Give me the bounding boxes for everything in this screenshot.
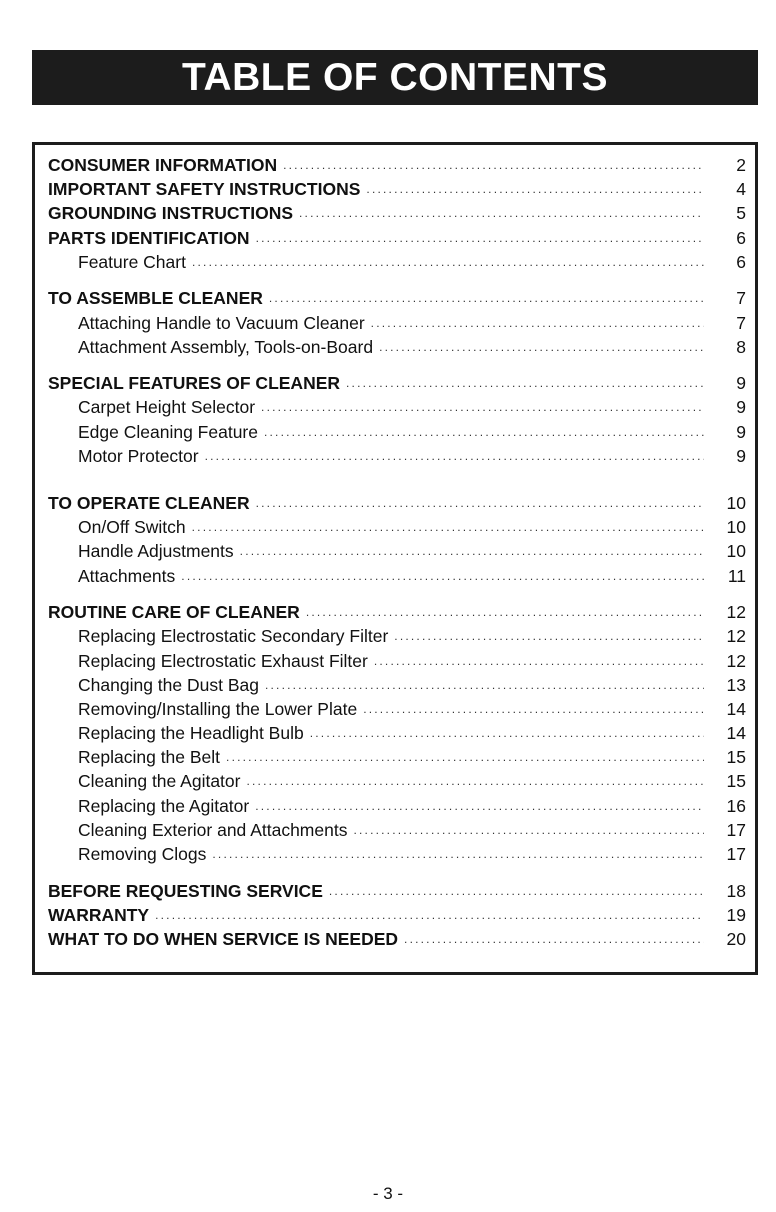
toc-entry-page: 12 xyxy=(726,626,746,647)
toc-leader-dots xyxy=(265,673,704,697)
toc-entry-label: Carpet Height Selector xyxy=(78,397,256,418)
toc-entry-label: TO OPERATE CLEANER xyxy=(48,493,250,514)
toc-entry-page: 12 xyxy=(726,650,746,671)
toc-entry-label: On/Off Switch xyxy=(78,517,186,538)
toc-leader-dots xyxy=(353,818,704,842)
toc-entry-page: 9 xyxy=(736,397,746,418)
toc-leader-dots xyxy=(283,153,704,177)
toc-entry-important-safety-instructions xyxy=(48,177,748,201)
toc-entry-label: ROUTINE CARE OF CLEANER xyxy=(48,602,300,623)
toc-entry-page: 15 xyxy=(726,771,746,792)
toc-entry-on-off-switch xyxy=(48,515,748,539)
toc-entry-page: 6 xyxy=(736,251,746,272)
toc-entry-page: 15 xyxy=(726,747,746,768)
toc-entry-label: Attachments xyxy=(78,565,176,586)
page-title: TABLE OF CONTENTS xyxy=(182,56,608,99)
toc-entry-grounding-instructions xyxy=(48,201,748,225)
toc-leader-dots xyxy=(394,624,704,648)
toc-entry-label: Removing/Installing the Lower Plate xyxy=(78,698,358,719)
toc-leader-dots xyxy=(212,842,704,866)
toc-entry-page: 9 xyxy=(736,421,746,442)
toc-entry-before-requesting-service xyxy=(48,879,748,903)
toc-entry-label: Cleaning the Agitator xyxy=(78,771,241,792)
toc-entry-special-features xyxy=(48,371,748,395)
toc-entry-attaching-handle xyxy=(48,311,748,335)
toc-entry-cleaning-agitator xyxy=(48,769,748,793)
toc-leader-dots xyxy=(269,286,704,310)
toc-entry-changing-dust-bag xyxy=(48,673,748,697)
toc-leader-dots xyxy=(379,335,704,359)
toc-entry-replacing-agitator xyxy=(48,794,748,818)
toc-entry-page: 4 xyxy=(736,179,746,200)
toc-entry-page: 16 xyxy=(726,795,746,816)
toc-entry-removing-clogs xyxy=(48,842,748,866)
toc-entry-label: CONSUMER INFORMATION xyxy=(48,155,278,175)
toc-leader-dots xyxy=(371,311,704,335)
toc-entry-headlight-bulb xyxy=(48,721,748,745)
toc-leader-dots xyxy=(261,395,704,419)
toc-entry-label: Removing Clogs xyxy=(78,844,207,865)
toc-entry-page: 12 xyxy=(726,602,746,623)
toc-entry-page: 9 xyxy=(736,445,746,466)
toc-leader-dots xyxy=(329,879,704,903)
toc-entry-edge-cleaning-feature xyxy=(48,420,748,444)
toc-entry-label: PARTS IDENTIFICATION xyxy=(48,227,250,248)
toc-entry-label: WARRANTY xyxy=(48,904,150,925)
toc-entry-label: Replacing the Belt xyxy=(78,747,221,768)
toc-entry-page: 6 xyxy=(736,227,746,248)
toc-leader-dots xyxy=(346,371,704,395)
toc-entry-carpet-height-selector xyxy=(48,395,748,419)
toc-leader-dots xyxy=(404,927,704,951)
toc-entry-parts-identification xyxy=(48,226,748,250)
toc-list xyxy=(48,153,748,951)
toc-entry-label: Replacing the Agitator xyxy=(78,795,250,816)
toc-entry-label: Replacing the Headlight Bulb xyxy=(78,723,304,744)
toc-entry-page: 14 xyxy=(726,723,746,744)
toc-entry-feature-chart xyxy=(48,250,748,274)
toc-entry-label: WHAT TO DO WHEN SERVICE IS NEEDED xyxy=(48,929,399,949)
toc-entry-replacing-belt xyxy=(48,745,748,769)
toc-leader-dots xyxy=(240,539,704,563)
toc-entry-label: Handle Adjustments xyxy=(78,541,234,562)
toc-entry-page: 10 xyxy=(726,541,746,562)
toc-entry-label: Cleaning Exterior and Attachments xyxy=(78,819,348,840)
toc-entry-page: 2 xyxy=(736,155,746,175)
toc-entry-page: 13 xyxy=(726,674,746,695)
title-banner xyxy=(32,50,758,105)
toc-box xyxy=(32,142,758,975)
toc-leader-dots xyxy=(256,491,704,515)
toc-entry-page: 5 xyxy=(736,203,746,224)
toc-entry-replacing-exhaust-filter xyxy=(48,649,748,673)
toc-entry-label: Replacing Electrostatic Exhaust Filter xyxy=(78,650,368,671)
toc-entry-page: 17 xyxy=(726,844,746,865)
toc-entry-label: Feature Chart xyxy=(78,251,186,272)
toc-leader-dots xyxy=(363,697,704,721)
toc-entry-label: Motor Protector xyxy=(78,445,199,466)
toc-leader-dots xyxy=(306,600,704,624)
toc-entry-page: 19 xyxy=(726,904,746,925)
toc-entry-page: 10 xyxy=(726,517,746,538)
page-number: - 3 - xyxy=(372,1184,404,1203)
toc-leader-dots xyxy=(192,250,704,274)
toc-entry-service-needed xyxy=(48,927,748,951)
toc-entry-warranty xyxy=(48,903,748,927)
toc-entry-motor-protector xyxy=(48,444,748,468)
toc-entry-lower-plate xyxy=(48,697,748,721)
toc-leader-dots xyxy=(155,903,704,927)
toc-entry-label: Attachment Assembly, Tools-on-Board xyxy=(78,336,374,357)
toc-leader-dots xyxy=(256,226,704,250)
toc-entry-label: GROUNDING INSTRUCTIONS xyxy=(48,203,293,224)
toc-entry-attachments xyxy=(48,564,748,588)
toc-leader-dots xyxy=(299,201,704,225)
toc-leader-dots xyxy=(374,649,704,673)
toc-entry-page: 14 xyxy=(726,698,746,719)
toc-entry-page: 18 xyxy=(726,880,746,901)
toc-leader-dots xyxy=(366,177,704,201)
toc-entry-label: Replacing Electrostatic Secondary Filter xyxy=(78,626,389,647)
toc-entry-page: 7 xyxy=(736,312,746,333)
toc-entry-page: 17 xyxy=(726,819,746,840)
toc-entry-handle-adjustments xyxy=(48,539,748,563)
toc-entry-to-assemble-cleaner xyxy=(48,286,748,310)
toc-entry-label: Changing the Dust Bag xyxy=(78,674,259,695)
toc-entry-label: Edge Cleaning Feature xyxy=(78,421,258,442)
toc-entry-to-operate-cleaner xyxy=(48,491,748,515)
toc-entry-label: IMPORTANT SAFETY INSTRUCTIONS xyxy=(48,179,361,200)
toc-entry-page: 10 xyxy=(726,493,746,514)
toc-entry-page: 11 xyxy=(727,565,746,586)
toc-leader-dots xyxy=(246,769,704,793)
toc-entry-label: SPECIAL FEATURES OF CLEANER xyxy=(48,373,341,394)
toc-entry-label: Attaching Handle to Vacuum Cleaner xyxy=(78,312,365,333)
toc-entry-page: 7 xyxy=(736,288,746,309)
toc-entry-routine-care xyxy=(48,600,748,624)
toc-leader-dots xyxy=(205,444,704,468)
toc-entry-attachment-assembly xyxy=(48,335,748,359)
toc-leader-dots xyxy=(192,515,704,539)
toc-entry-page: 9 xyxy=(736,373,746,394)
toc-entry-page: 8 xyxy=(736,336,746,357)
toc-leader-dots xyxy=(226,745,704,769)
toc-leader-dots xyxy=(264,420,704,444)
toc-entry-consumer-information xyxy=(48,153,748,177)
toc-entry-label: TO ASSEMBLE CLEANER xyxy=(48,288,263,309)
toc-leader-dots xyxy=(255,794,704,818)
toc-entry-label: BEFORE REQUESTING SERVICE xyxy=(48,880,323,901)
toc-entry-cleaning-exterior xyxy=(48,818,748,842)
toc-leader-dots xyxy=(310,721,704,745)
toc-entry-replacing-secondary-filter xyxy=(48,624,748,648)
toc-leader-dots xyxy=(181,564,704,588)
toc-entry-page: 20 xyxy=(726,929,746,949)
